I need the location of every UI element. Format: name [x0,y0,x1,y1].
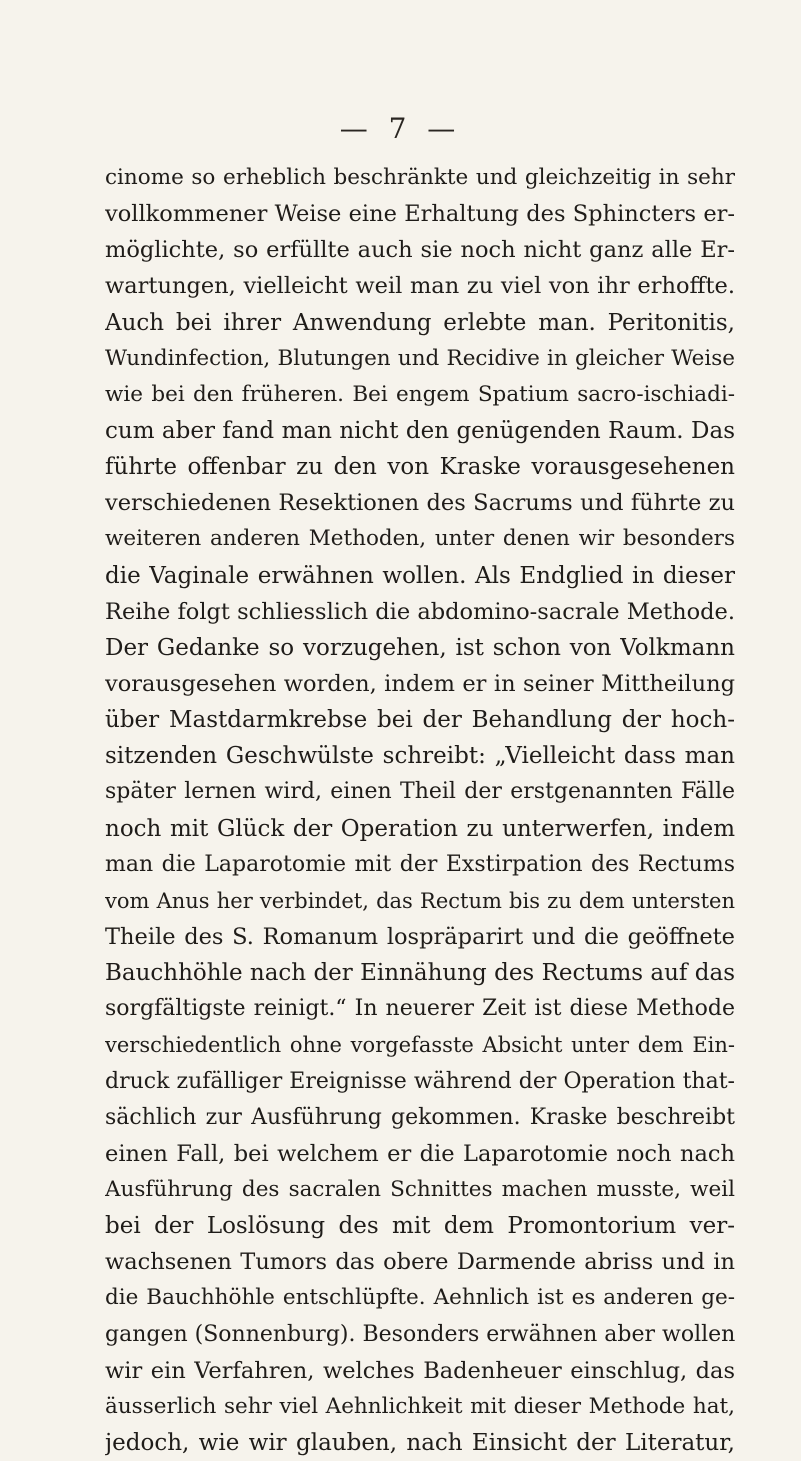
text-line: Reihe folgt schliesslich die abdomino-sacrale Methode. [105,598,735,625]
text-line: wartungen, vielleicht weil man zu viel von ihr erhoffte. [105,273,735,300]
text-line: die Bauchhöhle entschlüpfte. Aehnlich ist es anderen ge- [105,1285,735,1311]
text-line: weiteren anderen Methoden, unter denen wir besonders [105,526,735,552]
text-line: die Vaginale erwähnen wollen. Als Endglied in dieser [105,562,735,589]
text-line: wir ein Verfahren, welches Badenheuer einschlug, das [105,1357,735,1384]
text-line: man die Laparotomie mit der Exstirpation des Rectums [105,851,735,877]
text-line: sächlich zur Ausführung gekommen. Kraske beschreibt [105,1104,735,1130]
text-line: cinome so erheblich beschränkte und gleichzeitig in sehr [105,165,735,190]
text-line: druck zufälliger Ereignisse während der Operation that- [105,1068,735,1094]
text-line: über Mastdarmkrebse bei der Behandlung der hoch- [105,707,735,734]
text-line: Auch bei ihrer Anwendung erlebte man. Peritonitis, [105,309,735,336]
text-line: jedoch, wie wir glauben, nach Einsicht der Literatur, [105,1429,735,1456]
body-text [105,160,735,1461]
text-line: vom Anus her verbindet, das Rectum bis zu dem untersten [105,888,735,913]
text-line: noch mit Glück der Operation zu unterwerfen, indem [105,815,735,842]
text-line: gangen (Sonnenburg). Besonders erwähnen aber wollen [105,1321,735,1347]
text-line: verschiedenen Resektionen des Sacrums und führte zu [105,490,735,517]
text-line: später lernen wird, einen Theil der erstgenannten Fälle [105,779,735,805]
text-line: cum aber fand man nicht den genügenden Raum. Das [105,417,735,444]
text-line: Theile des S. Romanum lospräparirt und die geöffnete [105,923,735,950]
page-number: — 7 — [339,112,462,145]
text-line: einen Fall, bei welchem er die Laparotomie noch nach [105,1140,735,1167]
text-line: vorausgesehen worden, indem er in seiner Mittheilung [105,670,735,697]
text-line: sorgfältigste reinigt.“ In neuerer Zeit ist diese Methode [105,996,735,1022]
text-line: äusserlich sehr viel Aehnlichkeit mit dieser Methode hat, [105,1393,735,1419]
text-line: führte offenbar zu den von Kraske vorausgesehenen [105,454,735,481]
text-line: Bauchhöhle nach der Einnähung des Rectums auf das [105,960,735,987]
text-line: wachsenen Tumors das obere Darmende abriss und in [105,1249,735,1276]
text-line: Ausführung des sacralen Schnittes machen musste, weil [105,1176,735,1202]
text-line: bei der Loslösung des mit dem Promontorium ver- [105,1213,735,1240]
text-line: Wundinfection, Blutungen und Recidive in gleicher Weise [105,345,735,371]
text-line: sitzenden Geschwülste schreibt: „Vielleicht dass man [105,743,735,770]
text-line: verschiedentlich ohne vorgefasste Absicht unter dem Ein- [105,1033,735,1058]
text-line: wie bei den früheren. Bei engem Spatium sacro-ischiadi- [105,381,735,407]
text-line: möglichte, so erfüllte auch sie noch nicht ganz alle Er- [105,237,735,264]
text-line: Der Gedanke so vorzugehen, ist schon von Volkmann [105,634,735,661]
text-line: vollkommener Weise eine Erhaltung des Sphincters er- [105,201,735,228]
